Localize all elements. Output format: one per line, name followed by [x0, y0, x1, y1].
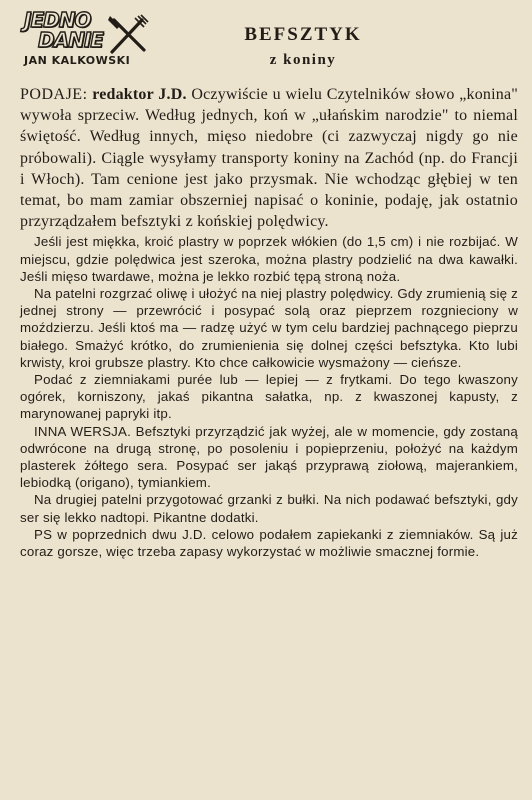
- paragraph: Na drugiej patelni przygotować grzanki z bułki. Na nich podawać befsztyki, gdy ser się lekko nadtopi. Pikantne dodatki.: [20, 492, 518, 525]
- title-block: [148, 8, 518, 69]
- lead-keyword: PODAJE:: [20, 86, 88, 103]
- article-header: [20, 8, 518, 86]
- recipe-text: [20, 233, 518, 560]
- column-author: JAN KALKOWSKI: [24, 54, 131, 67]
- article-body: [20, 84, 518, 560]
- column-logo: [20, 8, 148, 70]
- fork-knife-icon: [106, 14, 150, 56]
- logo-line-2: DANIE: [38, 28, 103, 52]
- paragraph: Na patelni rozgrzać oliwę i ułożyć na niej plastry polędwicy. Gdy zrumienią się z jednej strony — przewrócić i posypać solą oraz pieprzem rozgnieciony w moździerzu. Jeśli ktoś ma — radzę użyć w tym celu bardziej pachnącego pieprzu białego. Smażyć krótko, do zrumienienia się dolnej części befsztyka. Kto lubi krwisty, kroi grubsze plastry. Kto chce całkowicie wysmażony — cieńsze.: [20, 286, 518, 370]
- logo-line-1: JEDNO: [24, 8, 91, 32]
- article-title: BEFSZTYK: [244, 24, 362, 45]
- paragraph: INNA WERSJA. Befsztyki przyrządzić jak wyżej, ale w momencie, gdy zostaną odwrócone na drugą stronę, po posoleniu i popieprzeniu, położyć na każdym plasterek żółtego sera. Posypać ser jakąś przyprawą ziołową, majerankiem, lebiodką (origano), tymiankiem.: [20, 423, 518, 491]
- lead-paragraph: [20, 84, 518, 232]
- paragraph: Jeśli jest miękka, kroić plastry w poprzek włókien (do 1,5 cm) i nie rozbijać. W miejscu, gdzie polędwica jest szeroka, można plastry podzielić na dwa kawałki. Jeśli mięso twardawe, można je lekko rozbić tępą stroną noża.: [20, 234, 518, 284]
- lead-author: redaktor J.D.: [92, 86, 187, 103]
- article-subtitle: z koniny: [269, 52, 337, 68]
- lead-text: Oczywiście u wielu Czytelników słowo „konina" wywoła sprzeciw. Według jednych, koń w „ułańskim narodzie" to niemal świętość. Według innych, mięso niedobre (ci zazwyczaj nigdy go nie próbowali). Ciągle wysyłamy transporty koniny na Zachód (np. do Francji i Włoch). Tam cenione jest jako przysmak. Nie wchodząc głębiej w ten temat, bo mam zamiar obszerniej napisać o koninie, podaję, jak ostatnio przyrządzałem befsztyki z końskiej polędwicy.: [20, 86, 519, 231]
- paragraph: Podać z ziemniakami purée lub — lepiej — z frytkami. Do tego kwaszony ogórek, korniszony, jakaś pikantna sałatka, np. z kwaszonej kapusty, z marynowanej papryki itp.: [20, 372, 518, 422]
- paragraph: PS w poprzednich dwu J.D. celowo podałem zapiekanki z ziemniaków. Są już coraz gorsze, więc trzeba zapasy wykorzystać w możliwie smacznej formie.: [20, 526, 518, 560]
